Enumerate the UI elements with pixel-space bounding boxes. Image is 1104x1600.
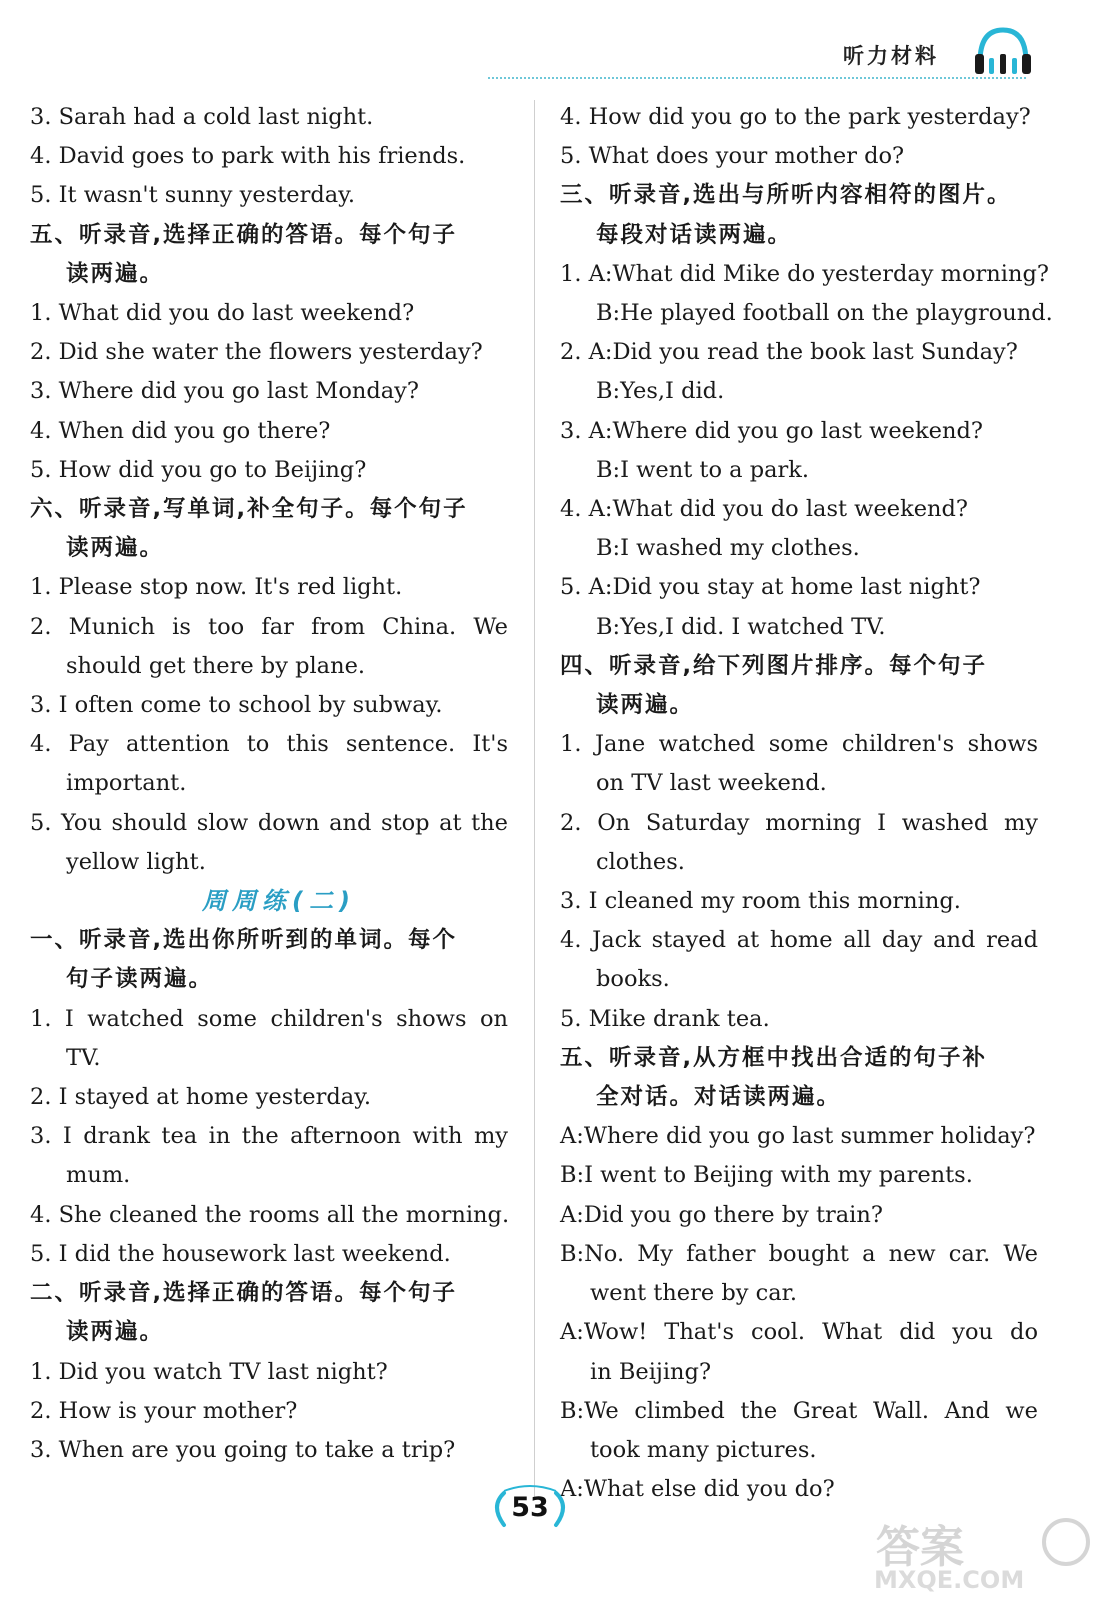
text-line: 3. When are you going to take a trip? <box>30 1436 456 1463</box>
text-line: 3. I often come to school by subway. <box>30 692 443 719</box>
text-line-continued: on TV last weekend. <box>596 770 827 797</box>
section-heading: 二、听录音,选择正确的答语。每个句子 <box>30 1280 458 1307</box>
section-heading-continued: 读两遍。 <box>66 260 165 287</box>
text-line: 5. What does your mother do? <box>560 143 905 170</box>
text-line-continued: important. <box>66 770 187 797</box>
text-line: 1. What did you do last weekend? <box>30 300 415 327</box>
text-line: B:No. My father bought a new car. We <box>560 1240 1038 1267</box>
text-line-continued: in Beijing? <box>590 1358 712 1385</box>
text-line-continued: B:He played football on the playground. <box>596 300 1053 327</box>
text-line: 3. Sarah had a cold last night. <box>30 104 374 130</box>
text-line: 5. A:Did you stay at home last night? <box>560 574 981 601</box>
column-divider <box>534 100 535 1500</box>
text-line: A:Wow! That's cool. What did you do <box>560 1319 1038 1346</box>
text-line: B:We climbed the Great Wall. And we <box>560 1397 1038 1424</box>
text-line-continued: should get there by plane. <box>66 652 366 679</box>
text-line-continued: B:I washed my clothes. <box>596 535 860 562</box>
section-heading-continued: 读两遍。 <box>66 1319 165 1346</box>
text-line: 5. You should slow down and stop at the <box>30 809 508 836</box>
section-heading: 三、听录音,选出与所听内容相符的图片。 <box>560 182 1012 209</box>
text-line: 2. I stayed at home yesterday. <box>30 1084 372 1111</box>
text-line: 5. I did the housework last weekend. <box>30 1240 451 1267</box>
text-line: 4. When did you go there? <box>30 417 331 444</box>
text-line: 1. Did you watch TV last night? <box>30 1358 388 1385</box>
section-heading-continued: 全对话。对话读两遍。 <box>596 1084 842 1111</box>
section-heading-continued: 句子读两遍。 <box>66 966 214 993</box>
section-heading: 五、听录音,选择正确的答语。每个句子 <box>30 221 458 248</box>
section-heading-continued: 读两遍。 <box>596 692 695 719</box>
text-line-continued: mum. <box>66 1162 131 1189</box>
text-line-continued: yellow light. <box>66 848 206 875</box>
text-line: 1. Please stop now. It's red light. <box>30 574 403 601</box>
text-line-continued: TV. <box>66 1044 101 1071</box>
header-rule <box>488 77 1026 79</box>
text-line-continued: B:I went to a park. <box>596 456 810 483</box>
text-line: 2. Munich is too far from China. We <box>30 613 508 640</box>
text-line: 1. A:What did Mike do yesterday morning? <box>560 260 1049 287</box>
right-column <box>560 98 1053 1509</box>
text-line: 2. Did she water the flowers yesterday? <box>30 339 483 366</box>
svg-text:答案: 答案 <box>876 1522 964 1573</box>
text-line: 5. It wasn't sunny yesterday. <box>30 182 356 209</box>
text-line: A:Did you go there by train? <box>560 1201 883 1228</box>
section-heading-continued: 每段对话读两遍。 <box>596 221 793 248</box>
text-line: 3. A:Where did you go last weekend? <box>560 417 983 444</box>
text-line: B:I went to Beijing with my parents. <box>560 1162 973 1189</box>
text-line-continued: took many pictures. <box>590 1436 817 1463</box>
page-header <box>0 0 1104 80</box>
watermark-logo <box>866 1512 1096 1592</box>
text-line: 3. I drank tea in the afternoon with my <box>30 1123 508 1150</box>
text-line-continued: B:Yes,I did. <box>596 378 725 405</box>
svg-text:MXQE.COM: MXQE.COM <box>874 1566 1025 1592</box>
section-heading: 五、听录音,从方框中找出合适的句子补 <box>560 1044 988 1071</box>
text-line: 1. I watched some children's shows on <box>30 1005 508 1032</box>
text-line: 3. Where did you go last Monday? <box>30 378 419 405</box>
section-title: 周周练(二) <box>202 887 356 916</box>
left-column <box>30 98 508 1470</box>
text-line: A:Where did you go last summer holiday? <box>560 1123 1036 1150</box>
text-line: 2. On Saturday morning I washed my <box>560 809 1038 836</box>
headphones-icon <box>972 24 1034 76</box>
text-line: 4. A:What did you do last weekend? <box>560 496 968 523</box>
text-line: 2. A:Did you read the book last Sunday? <box>560 339 1018 366</box>
text-line: 4. Jack stayed at home all day and read <box>560 927 1038 954</box>
section-heading: 四、听录音,给下列图片排序。每个句子 <box>560 652 988 679</box>
text-line: 2. How is your mother? <box>30 1397 298 1424</box>
page-number: 53 <box>511 1492 549 1523</box>
text-line: 3. I cleaned my room this morning. <box>560 888 961 915</box>
text-line-continued: books. <box>596 966 670 993</box>
header-title: 听力材料 <box>843 44 939 68</box>
text-line-continued: clothes. <box>596 848 685 875</box>
text-line: 4. David goes to park with his friends. <box>30 143 466 170</box>
text-line: A:What else did you do? <box>560 1476 835 1503</box>
text-line-continued: B:Yes,I did. I watched TV. <box>596 613 886 640</box>
text-line: 5. How did you go to Beijing? <box>30 456 367 483</box>
text-line-continued: went there by car. <box>590 1280 798 1307</box>
text-line: 4. She cleaned the rooms all the morning. <box>30 1201 510 1228</box>
section-heading: 一、听录音,选出你所听到的单词。每个 <box>30 927 458 954</box>
section-heading: 六、听录音,写单词,补全句子。每个句子 <box>30 496 468 523</box>
section-heading-continued: 读两遍。 <box>66 535 165 562</box>
text-line: 5. Mike drank tea. <box>560 1005 770 1032</box>
text-line: 1. Jane watched some children's shows <box>560 731 1038 758</box>
text-line: 4. How did you go to the park yesterday? <box>560 104 1031 130</box>
text-line: 4. Pay attention to this sentence. It's <box>30 731 508 758</box>
page-number-badge <box>482 1481 578 1531</box>
